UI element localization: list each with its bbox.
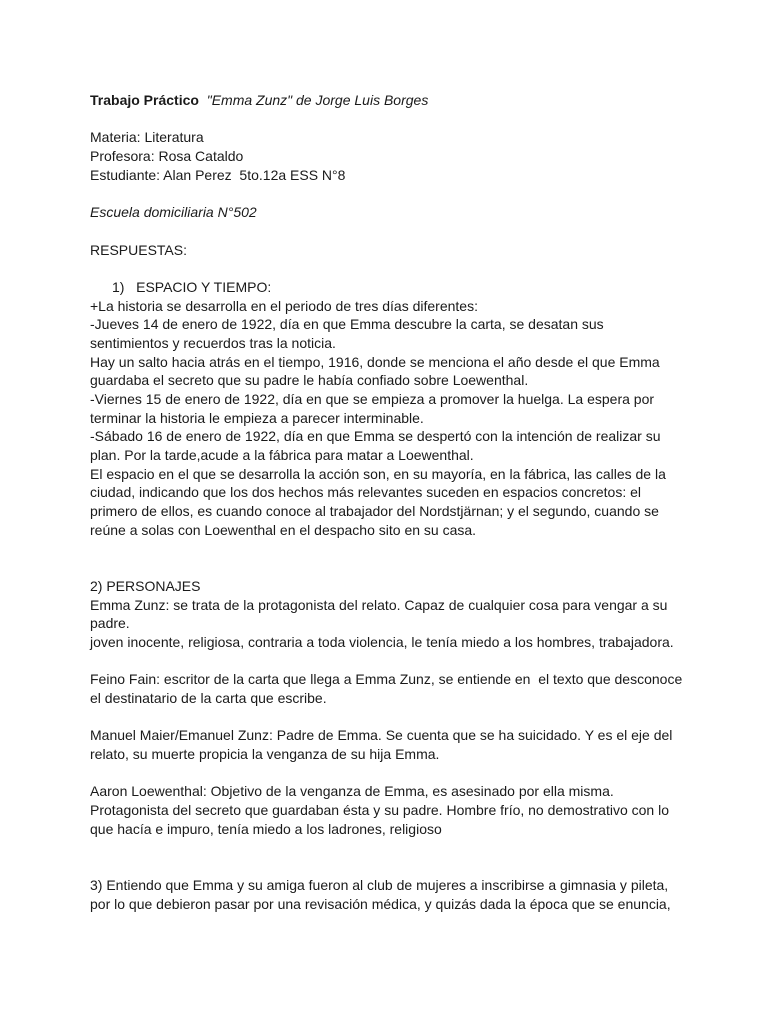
info-profesora: Profesora: Rosa Cataldo (90, 148, 244, 165)
character-emma-line: Emma Zunz: se trata de la protagonista del relato. Capaz de cualquier cosa para vengar a su (90, 596, 668, 613)
paragraph-line: El espacio en el que se desarrolla la acción son, en su mayoría, en la fábrica, las calles de la (90, 465, 666, 482)
character-feino-line: el destinatario de la carta que escribe. (90, 690, 327, 706)
info-estudiante: Estudiante: Alan Perez 5to.12a ESS N°8 (90, 166, 346, 183)
character-manuel-line: relato, su muerte propicia la venganza de su hija Emma. (90, 746, 440, 763)
paragraph-line: terminar la historia le empieza a parecer interminable. (90, 409, 424, 426)
character-feino-line: Feino Fain: escritor de la carta que llega a Emma Zunz, se entiende en el texto que desconoce (90, 671, 683, 688)
paragraph-line: -Sábado 16 de enero de 1922, día en que Emma se despertó con la intención de realizar su (90, 428, 661, 445)
section1-heading: 1) ESPACIO Y TIEMPO: (112, 278, 272, 295)
info-escuela: Escuela domiciliaria N°502 (90, 204, 257, 221)
section3-line: 3) Entiendo que Emma y su amiga fueron al club de mujeres a inscribirse a gimnasia y pileta, (90, 876, 669, 893)
heading-author: de Jorge Luis Borges (292, 92, 429, 108)
paragraph-line: +La historia se desarrolla en el periodo de tres días diferentes: (90, 297, 478, 314)
paragraph-line: ciudad, indicando que los dos hechos más relevantes suceden en espacios concretos: el (90, 484, 642, 501)
paragraph-line: guardaba el secreto que su padre le había confiado sobre Loewenthal. (90, 372, 529, 389)
paragraph-line: -Jueves 14 de enero de 1922, día en que Emma descubre la carta, se desatan sus (90, 316, 604, 333)
document-heading (90, 91, 690, 110)
heading-title: "Emma Zunz" (206, 92, 293, 108)
character-aaron-line: Protagonista del secreto que guardaban ésta y su padre. Hombre frío, no demostrativo con lo (90, 802, 670, 819)
paragraph-line: sentimientos y recuerdos tras la noticia. (90, 334, 336, 351)
heading-label: Trabajo Práctico (90, 92, 199, 108)
character-aaron-line: Aaron Loewenthal: Objetivo de la venganza de Emma, es asesinado por ella misma. (90, 783, 614, 800)
document-body (90, 91, 690, 913)
section3-line: por lo que debieron pasar por una revisación médica, y quizás dada la época que se enuncia, (90, 895, 671, 912)
section2-heading: 2) PERSONAJES (90, 577, 201, 594)
character-emma-line: padre. (90, 615, 130, 632)
paragraph-line: Hay un salto hacia atrás en el tiempo, 1916, donde se menciona el año desde el que Emma (90, 353, 660, 370)
paragraph-line: reúne a solas con Loewenthal en el despacho sito en su casa. (90, 521, 477, 538)
paragraph-line: plan. Por la tarde,acude a la fábrica para matar a Loewenthal. (90, 447, 474, 464)
info-materia: Materia: Literatura (90, 129, 204, 146)
paragraph-line: primero de ellos, es cuando conoce al trabajador del Nordstjärnan; y el segundo, cuando se (90, 503, 659, 520)
paragraph-line: -Viernes 15 de enero de 1922, día en que se empieza a promover la huelga. La espera por (90, 391, 655, 407)
character-manuel-line: Manuel Maier/Emanuel Zunz: Padre de Emma. Se cuenta que se ha suicidado. Y es el eje del (90, 727, 673, 744)
character-emma-line: joven inocente, religiosa, contraria a toda violencia, le tenía miedo a los hombres, trabajadora. (90, 633, 674, 650)
character-aaron-line: que hacía e impuro, tenía miedo a los ladrones, religioso (90, 820, 442, 837)
respuestas-heading: RESPUESTAS: (90, 241, 187, 258)
